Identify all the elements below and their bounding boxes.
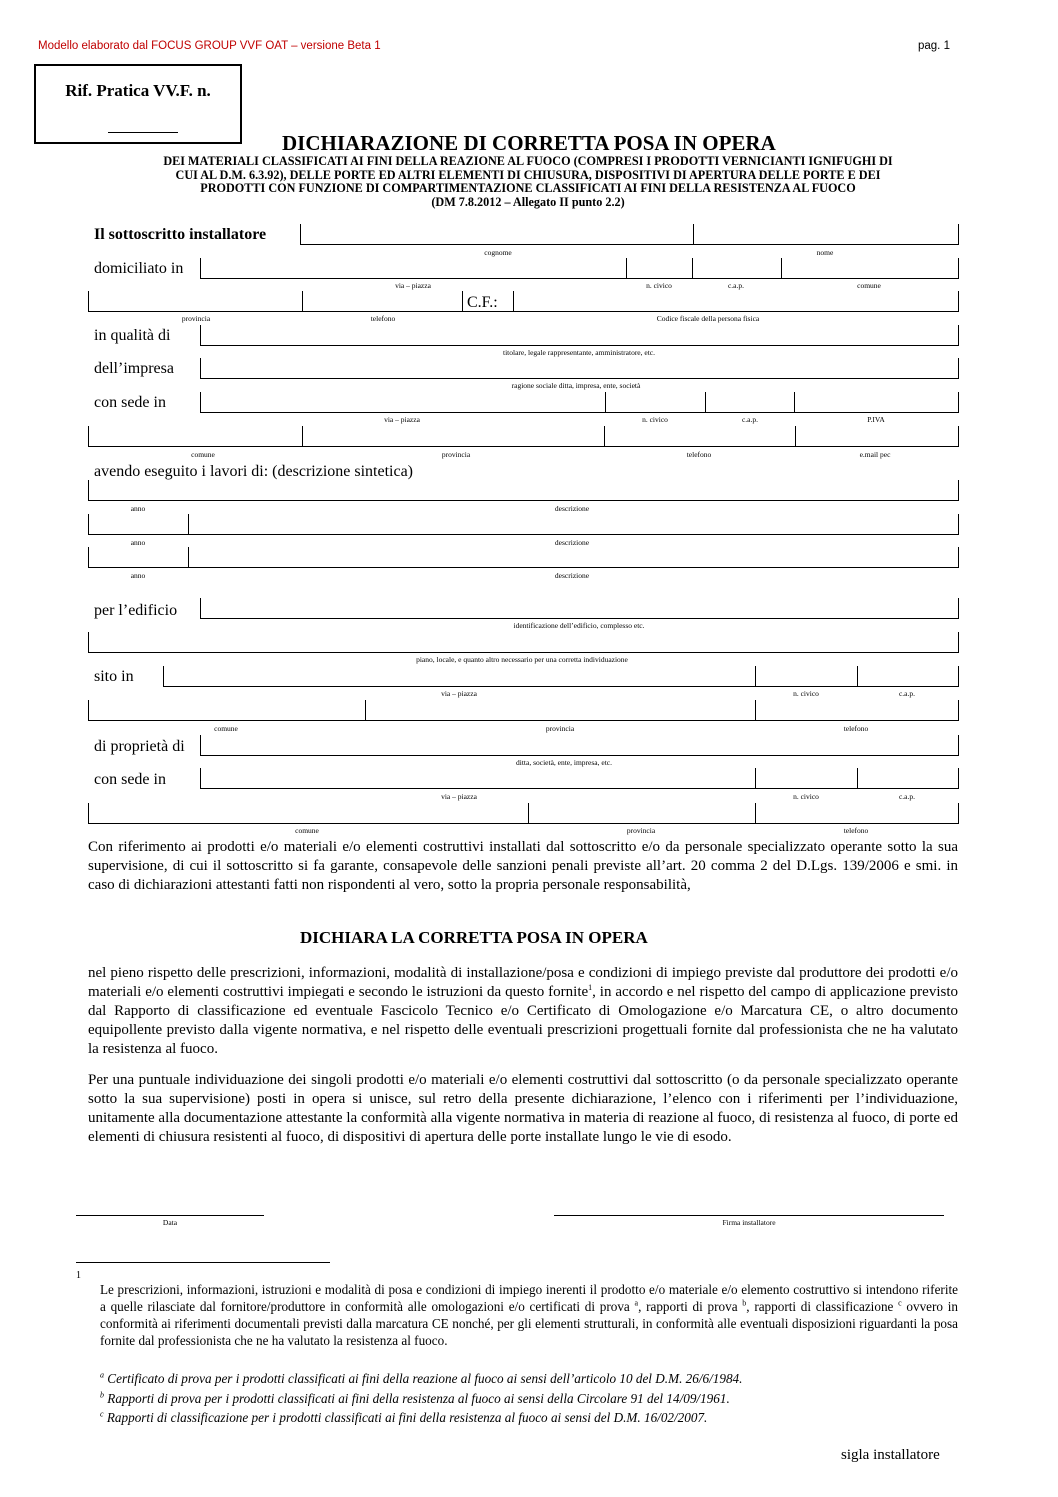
divider <box>958 426 959 447</box>
divider <box>781 258 782 279</box>
subtitle-line: DEI MATERIALI CLASSIFICATI AI FINI DELLA REAZIONE AL FUOCO (COMPRESI I PRODOTTI VERNICIANTI IGNIFUGHI DI <box>163 154 893 168</box>
divider <box>958 258 959 279</box>
divider <box>958 514 959 535</box>
note-text: Rapporti di classificazione per i prodotti classificati ai fini della resistenza al fuoco ai sensi del D.M. 16/02/2007. <box>106 1410 708 1425</box>
note-ref: a <box>634 1298 639 1308</box>
subtitle-line: CUI AL D.M. 6.3.92), DELLE PORTE ED ALTRI ELEMENTI DI CHIUSURA, DISPOSITIVI DI APERTURA DELLE PORTE E DEI <box>175 167 881 182</box>
divider <box>605 392 606 413</box>
caption-postcode: c.a.p. <box>898 792 916 801</box>
divider <box>88 480 89 501</box>
reference-number-field[interactable] <box>108 132 178 133</box>
caption-description: descrizione <box>554 538 590 547</box>
building-id-field[interactable] <box>200 598 958 619</box>
company-contacts-field[interactable] <box>88 426 958 447</box>
caption-civic-number: n. civico <box>646 281 672 290</box>
divider <box>88 632 89 653</box>
footnote-part: ovvero in conformità ai riferimenti documentali previsti dalla marcatura CE nonché, per gli elementi strutturali, in conformità alle eventuali disposizioni riguardanti la posa fornite dal professionista che ne ha valutato la resistenza al fuoco. <box>100 1299 958 1348</box>
caption-email: e.mail pec <box>859 450 891 459</box>
divider <box>88 426 89 447</box>
document-title: DICHIARAZIONE DI CORRETTA POSA IN OPERA <box>282 131 776 155</box>
divider <box>462 291 463 312</box>
caption-building-id: identificazione dell’edificio, complesso etc. <box>513 621 645 630</box>
company-address-field[interactable] <box>200 392 958 413</box>
divider <box>705 392 706 413</box>
caption-owner-entity: ditta, società, ente, impresa, etc. <box>515 758 613 767</box>
caption-municipality: comune <box>214 724 238 733</box>
divider <box>857 666 858 687</box>
divider <box>188 547 189 568</box>
caption-civic-number: n. civico <box>793 689 819 698</box>
caption-street: via – piazza <box>384 415 420 424</box>
compliance-text: , in accordo e nel rispetto del campo di applicazione previsto dal Rapporto di classificazione ed eventuale Fascicolo Tecnico e/o Certificato di Omologazione e/o Marcatura CE, o altro documento equipollente previsto dalla vigente normativa, e nel rispetto delle eventuali prescrizioni progettuali fornite dal professionista che ne ha valutato la resistenza al fuoco. <box>88 984 959 1057</box>
caption-civic-number: n. civico <box>642 415 668 424</box>
caption-phone: telefono <box>370 314 396 323</box>
building-location-field[interactable] <box>88 632 958 653</box>
caption-province: provincia <box>441 450 471 459</box>
note-text: Certificato di prova per i prodotti classificati ai fini della reazione al fuoco ai sensi dell’articolo 10 del D.M. 26/6/1984. <box>107 1371 743 1386</box>
date-field[interactable] <box>76 1215 264 1216</box>
owner-field[interactable] <box>200 735 958 756</box>
divider <box>958 547 959 568</box>
caption-description: descrizione <box>554 504 590 513</box>
divider <box>755 803 756 824</box>
caption-vat: P.IVA <box>867 415 885 424</box>
divider <box>958 735 959 756</box>
liability-paragraph: Con riferimento ai prodotti e/o materiali e/o elementi costruttivi installati dal sottoscritto e/o da personale specializzato operante sotto la sua supervisione, di cui il sottoscritto si fa garante, consapevole delle sanzioni penali previste all’art. 20 comma 2 del D.Lgs. 139/2006 e smi. in caso di dichiarazioni attestanti fatti non rispondenti al vero, sotto la propria personale responsabilità, <box>88 839 958 893</box>
divider <box>958 666 959 687</box>
site-address-field[interactable] <box>163 666 958 687</box>
caption-year: anno <box>130 538 146 547</box>
divider <box>200 735 201 756</box>
caption-province: provincia <box>545 724 575 733</box>
divider <box>513 291 514 312</box>
divider <box>200 258 201 279</box>
note-a <box>100 1371 742 1387</box>
caption-signature: Firma installatore <box>722 1218 776 1227</box>
divider <box>958 632 959 653</box>
caption-tax-code: Codice fiscale della persona fisica <box>656 314 760 323</box>
owner-address-field[interactable] <box>200 768 958 789</box>
installer-name-field[interactable] <box>300 224 958 245</box>
caption-description: descrizione <box>554 571 590 580</box>
caption-province: provincia <box>181 314 211 323</box>
divider <box>88 291 89 312</box>
compliance-text: nel pieno rispetto delle prescrizioni, informazioni, modalità di installazione/posa e condizioni di impiego previste dal produttore dei prodotti e/o materiali e/o elementi costruttivi impiegati e secondo le istruzioni da questo fornite <box>88 965 958 1000</box>
divider <box>200 392 201 413</box>
owner-contacts-field[interactable] <box>88 803 958 824</box>
divider <box>88 514 89 535</box>
works-row-1[interactable] <box>88 480 958 501</box>
note-ref: c <box>898 1298 902 1308</box>
caption-company-name: ragione sociale ditta, impresa, ente, società <box>511 381 641 390</box>
divider <box>200 358 201 379</box>
divider <box>692 258 693 279</box>
divider <box>958 700 959 721</box>
owner-hq-label: con sede in <box>94 771 166 788</box>
company-label: dell’impresa <box>94 360 174 377</box>
caption-floor-details: piano, locale, e quanto altro necessario per una corretta individuazione <box>416 655 628 664</box>
domicile-address-field[interactable] <box>200 258 958 279</box>
divider <box>958 224 959 245</box>
caption-role: titolare, legale rappresentante, amministratore, etc. <box>502 348 656 357</box>
works-label: avendo eseguito i lavori di: (descrizione sintetica) <box>94 463 413 480</box>
installer-initials: sigla installatore <box>841 1447 940 1463</box>
divider <box>958 480 959 501</box>
footnote-part: , rapporti di classificazione <box>746 1299 899 1314</box>
divider <box>958 598 959 619</box>
footnote-part: Le prescrizioni, informazioni, istruzioni e modalità di posa e condizioni di impiego inerenti il prodotto e/o materiale e/o elemento costruttivo si intendono riferite a quelle rilasciate dal fornitore/produttore in conformità alle omologazioni e/o certificati di prova <box>100 1282 958 1314</box>
caption-street: via – piazza <box>441 689 477 698</box>
divider <box>88 803 89 824</box>
header-model-note: Modello elaborato dal FOCUS GROUP VVF OAT – versione Beta 1 <box>38 40 381 52</box>
reference-label: Rif. Pratica VV.F. n. <box>65 81 211 100</box>
caption-municipality: comune <box>191 450 215 459</box>
divider <box>958 803 959 824</box>
note-c <box>100 1410 707 1426</box>
works-row-3[interactable] <box>88 547 958 568</box>
caption-postcode: c.a.p. <box>741 415 759 424</box>
divider <box>958 291 959 312</box>
capacity-label: in qualità di <box>94 327 171 344</box>
caption-phone: telefono <box>686 450 712 459</box>
divider <box>755 768 756 789</box>
divider <box>958 358 959 379</box>
building-label: per l’edificio <box>94 602 178 619</box>
document-subtitle <box>78 155 978 209</box>
domicile-contacts-field[interactable] <box>88 291 958 312</box>
caption-year: anno <box>130 571 146 580</box>
domicile-label: domiciliato in <box>94 260 184 277</box>
footnote-part: , rapporti di prova <box>638 1299 743 1314</box>
divider <box>163 666 164 687</box>
divider <box>958 325 959 346</box>
divider <box>755 666 756 687</box>
divider <box>300 224 301 245</box>
footnote-text <box>100 1281 958 1349</box>
attachment-paragraph: Per una puntuale individuazione dei singoli prodotti e/o materiali e/o elementi costruttivi dal sottoscritto (o da personale specializzato operante sotto la sua supervisione) posti in opera si unisce, sul retro della presente dichiarazione, l’elenco con i riferimenti per l’individuazione, unitamente alla documentazione attestante la conformità alla vigente normativa in materia di reazione al fuoco, di resistenza al fuoco, di porte ed elementi di chiusura resistenti al fuoco, di dispositivi di apertura delle porte installate lungo le vie di esodo. <box>88 1072 958 1145</box>
divider <box>794 392 795 413</box>
divider <box>88 547 89 568</box>
divider <box>755 700 756 721</box>
divider <box>795 426 796 447</box>
divider <box>188 514 189 535</box>
company-field[interactable] <box>200 358 958 379</box>
subtitle-line: (DM 7.8.2012 – Allegato II punto 2.2) <box>431 194 625 209</box>
divider <box>200 325 201 346</box>
caption-street: via – piazza <box>441 792 477 801</box>
divider <box>693 224 694 245</box>
site-contacts-field[interactable] <box>88 700 958 721</box>
divider <box>200 598 201 619</box>
divider <box>626 258 627 279</box>
divider <box>302 426 303 447</box>
note-b <box>100 1391 730 1407</box>
reference-box <box>34 64 242 144</box>
compliance-paragraph <box>88 964 958 1059</box>
subtitle-line: PRODOTTI CON FUNZIONE DI COMPARTIMENTAZIONE CLASSIFICATI AI FINI DELLA RESISTENZA AL FUOCO <box>200 181 856 196</box>
divider <box>857 768 858 789</box>
cf-label: C.F.: <box>467 294 498 311</box>
caption-phone: telefono <box>843 724 869 733</box>
caption-surname: cognome <box>484 248 512 257</box>
declaration-heading: DICHIARA LA CORRETTA POSA IN OPERA <box>300 928 648 947</box>
divider <box>200 768 201 789</box>
footnote-ref: 1 <box>588 983 593 992</box>
caption-street: via – piazza <box>395 281 431 290</box>
note-mark: c <box>100 1409 104 1419</box>
located-label: sito in <box>94 668 134 685</box>
note-ref: b <box>742 1298 747 1308</box>
footnote-separator <box>76 1262 330 1263</box>
owner-label: di proprietà di <box>94 738 185 755</box>
company-hq-label: con sede in <box>94 394 166 411</box>
capacity-field[interactable] <box>200 325 958 346</box>
caption-date: Data <box>162 1218 178 1227</box>
caption-municipality: comune <box>295 826 319 835</box>
divider <box>302 291 303 312</box>
note-mark: a <box>100 1370 104 1380</box>
caption-civic-number: n. civico <box>793 792 819 801</box>
footnote-number: 1 <box>76 1270 81 1281</box>
divider <box>958 392 959 413</box>
installer-label: Il sottoscritto installatore <box>94 226 267 243</box>
caption-name: nome <box>816 248 834 257</box>
note-text: Rapporti di prova per i prodotti classificati ai fini della resistenza al fuoco ai sensi della Circolare 91 del 14/09/1961. <box>107 1391 730 1406</box>
divider <box>88 700 89 721</box>
signature-field[interactable] <box>554 1215 944 1216</box>
divider <box>365 700 366 721</box>
caption-province: provincia <box>626 826 656 835</box>
note-mark: b <box>100 1390 104 1400</box>
caption-postcode: c.a.p. <box>727 281 745 290</box>
divider <box>958 768 959 789</box>
page-number: pag. 1 <box>918 40 950 52</box>
divider <box>604 426 605 447</box>
caption-year: anno <box>130 504 146 513</box>
divider <box>528 803 529 824</box>
caption-postcode: c.a.p. <box>898 689 916 698</box>
caption-municipality: comune <box>857 281 881 290</box>
caption-phone: telefono <box>843 826 869 835</box>
works-row-2[interactable] <box>88 514 958 535</box>
